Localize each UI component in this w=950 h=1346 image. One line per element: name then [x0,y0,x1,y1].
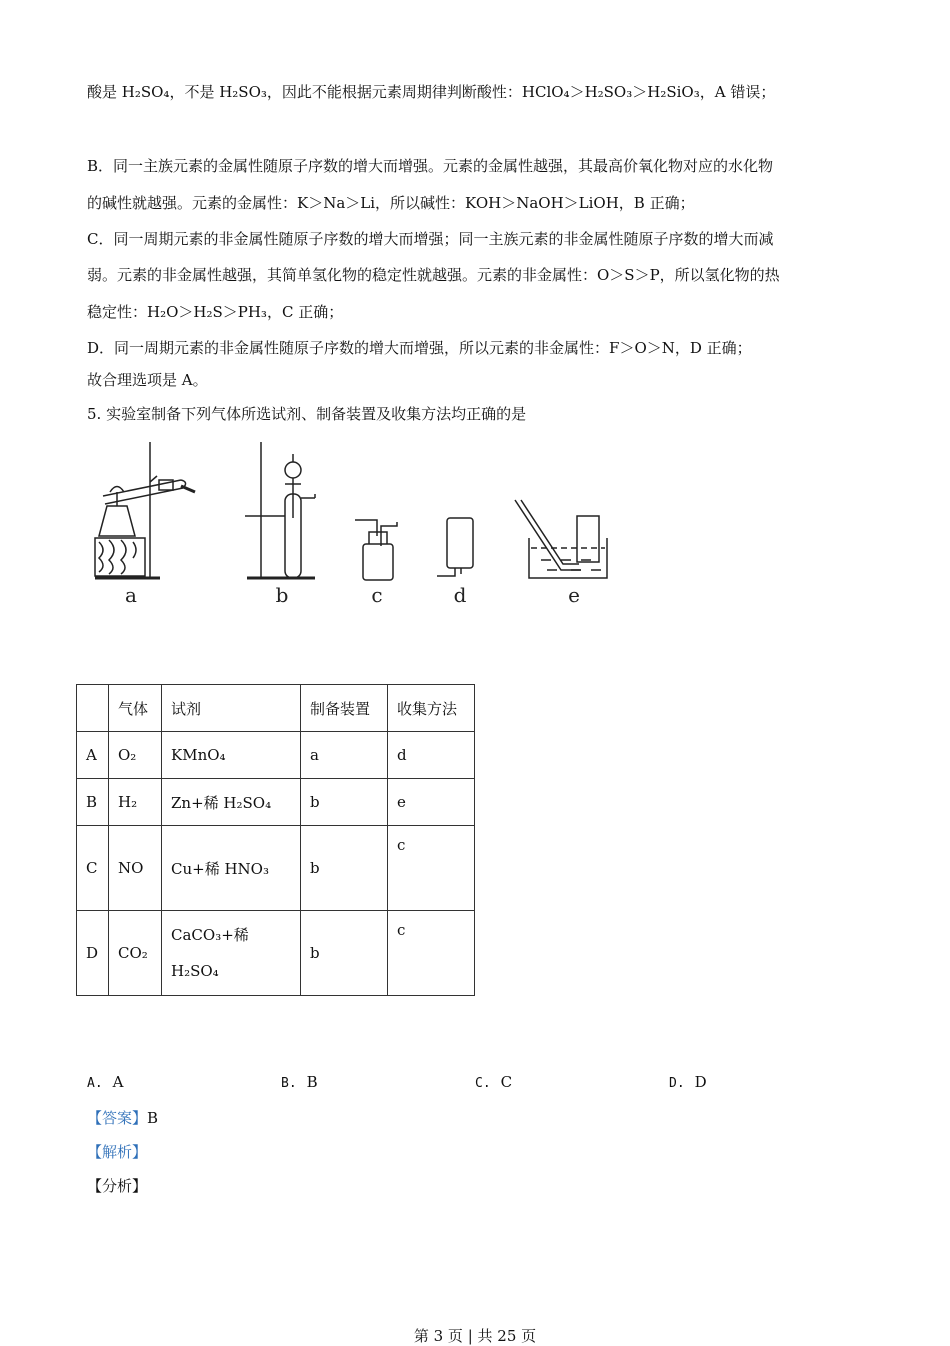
table-cell: c [388,826,475,911]
paragraph-line: 酸是 H₂SO₄，不是 H₂SO₃，因此不能根据元素周期律判断酸性：HClO₄＞H₂SO₃＞H₂SiO₃，A 错误； [87,83,776,101]
question-stem: 5. 实验室制备下列气体所选试剂、制备装置及收集方法均正确的是 [87,405,527,423]
answer-line [87,1108,158,1128]
paragraph-line: B．同一主族元素的金属性随原子序数的增大而增强。元素的金属性越强，其最高价氧化物对应的水化物 [87,157,774,175]
option-d[interactable]: D. D [669,1073,707,1091]
table-cell: b [301,911,388,996]
apparatus-a [95,442,195,578]
table-cell: H₂ [109,779,162,826]
fenxi-label: 【分析】 [87,1177,148,1195]
paragraph-line: 稳定性：H₂O＞H₂S＞PH₃，C 正确； [87,303,344,321]
table-cell: CO₂ [109,911,162,996]
answer-label: 【答案】 [87,1109,148,1127]
table-cell: KMnO₄ [162,732,301,779]
table-cell: d [388,732,475,779]
apparatus-label-d: d [453,583,467,607]
table-cell: C [77,826,109,911]
table-row [77,732,475,779]
table-cell: e [388,779,475,826]
paragraph-line: 故合理选项是 A。 [87,371,208,389]
table-cell: O₂ [109,732,162,779]
table-cell: a [301,732,388,779]
table-header-cell: 气体 [109,685,162,732]
table-cell: A [77,732,109,779]
paragraph-line: 的碱性就越强。元素的金属性：K＞Na＞Li，所以碱性：KOH＞NaOH＞LiOH，B 正确； [87,194,695,212]
table-cell: b [301,779,388,826]
apparatus-b [245,442,315,578]
apparatus-label-a: a [125,583,137,607]
option-c[interactable]: C. C [475,1073,513,1091]
table-cell: NO [109,826,162,911]
paragraph-line: 弱。元素的非金属性越强，其简单氢化物的稳定性就越强。元素的非金属性：O＞S＞P，所以氢化物的热 [87,266,780,284]
apparatus-d [437,518,473,576]
analysis-label: 【解析】 [87,1143,148,1161]
table-row [77,826,475,911]
gas-table [76,684,475,996]
option-b[interactable]: B. B [281,1073,318,1091]
table-row [77,911,475,996]
option-a[interactable]: A. A [87,1073,124,1091]
table-cell: Cu+稀 HNO₃ [162,826,301,911]
table-cell: B [77,779,109,826]
answer-value: B [147,1109,159,1127]
paragraph-line: D．同一周期元素的非金属性随原子序数的增大而增强，所以元素的非金属性：F＞O＞N，D 正确； [87,339,752,357]
table-cell: D [77,911,109,996]
table-header-cell: 试剂 [162,685,301,732]
table-header-cell: 制备装置 [301,685,388,732]
table-header-cell: 收集方法 [388,685,475,732]
table-header-row [77,685,475,732]
table-cell: b [301,826,388,911]
apparatus-c [355,520,397,580]
apparatus-figure [85,436,610,608]
apparatus-label-e: e [568,583,580,607]
table-cell: CaCO₃+稀 H₂SO₄ [162,911,301,996]
table-cell: Zn+稀 H₂SO₄ [162,779,301,826]
table-cell: c [388,911,475,996]
table-header-cell [77,685,109,732]
apparatus-label-c: c [371,583,383,607]
paragraph-line: C．同一周期元素的非金属性随原子序数的增大而增强；同一主族元素的非金属性随原子序数的增大而减 [87,230,774,248]
apparatus-label-b: b [275,583,289,607]
table-row [77,779,475,826]
page-footer: 第 3 页 | 共 25 页 [413,1327,537,1345]
apparatus-e [515,500,607,578]
